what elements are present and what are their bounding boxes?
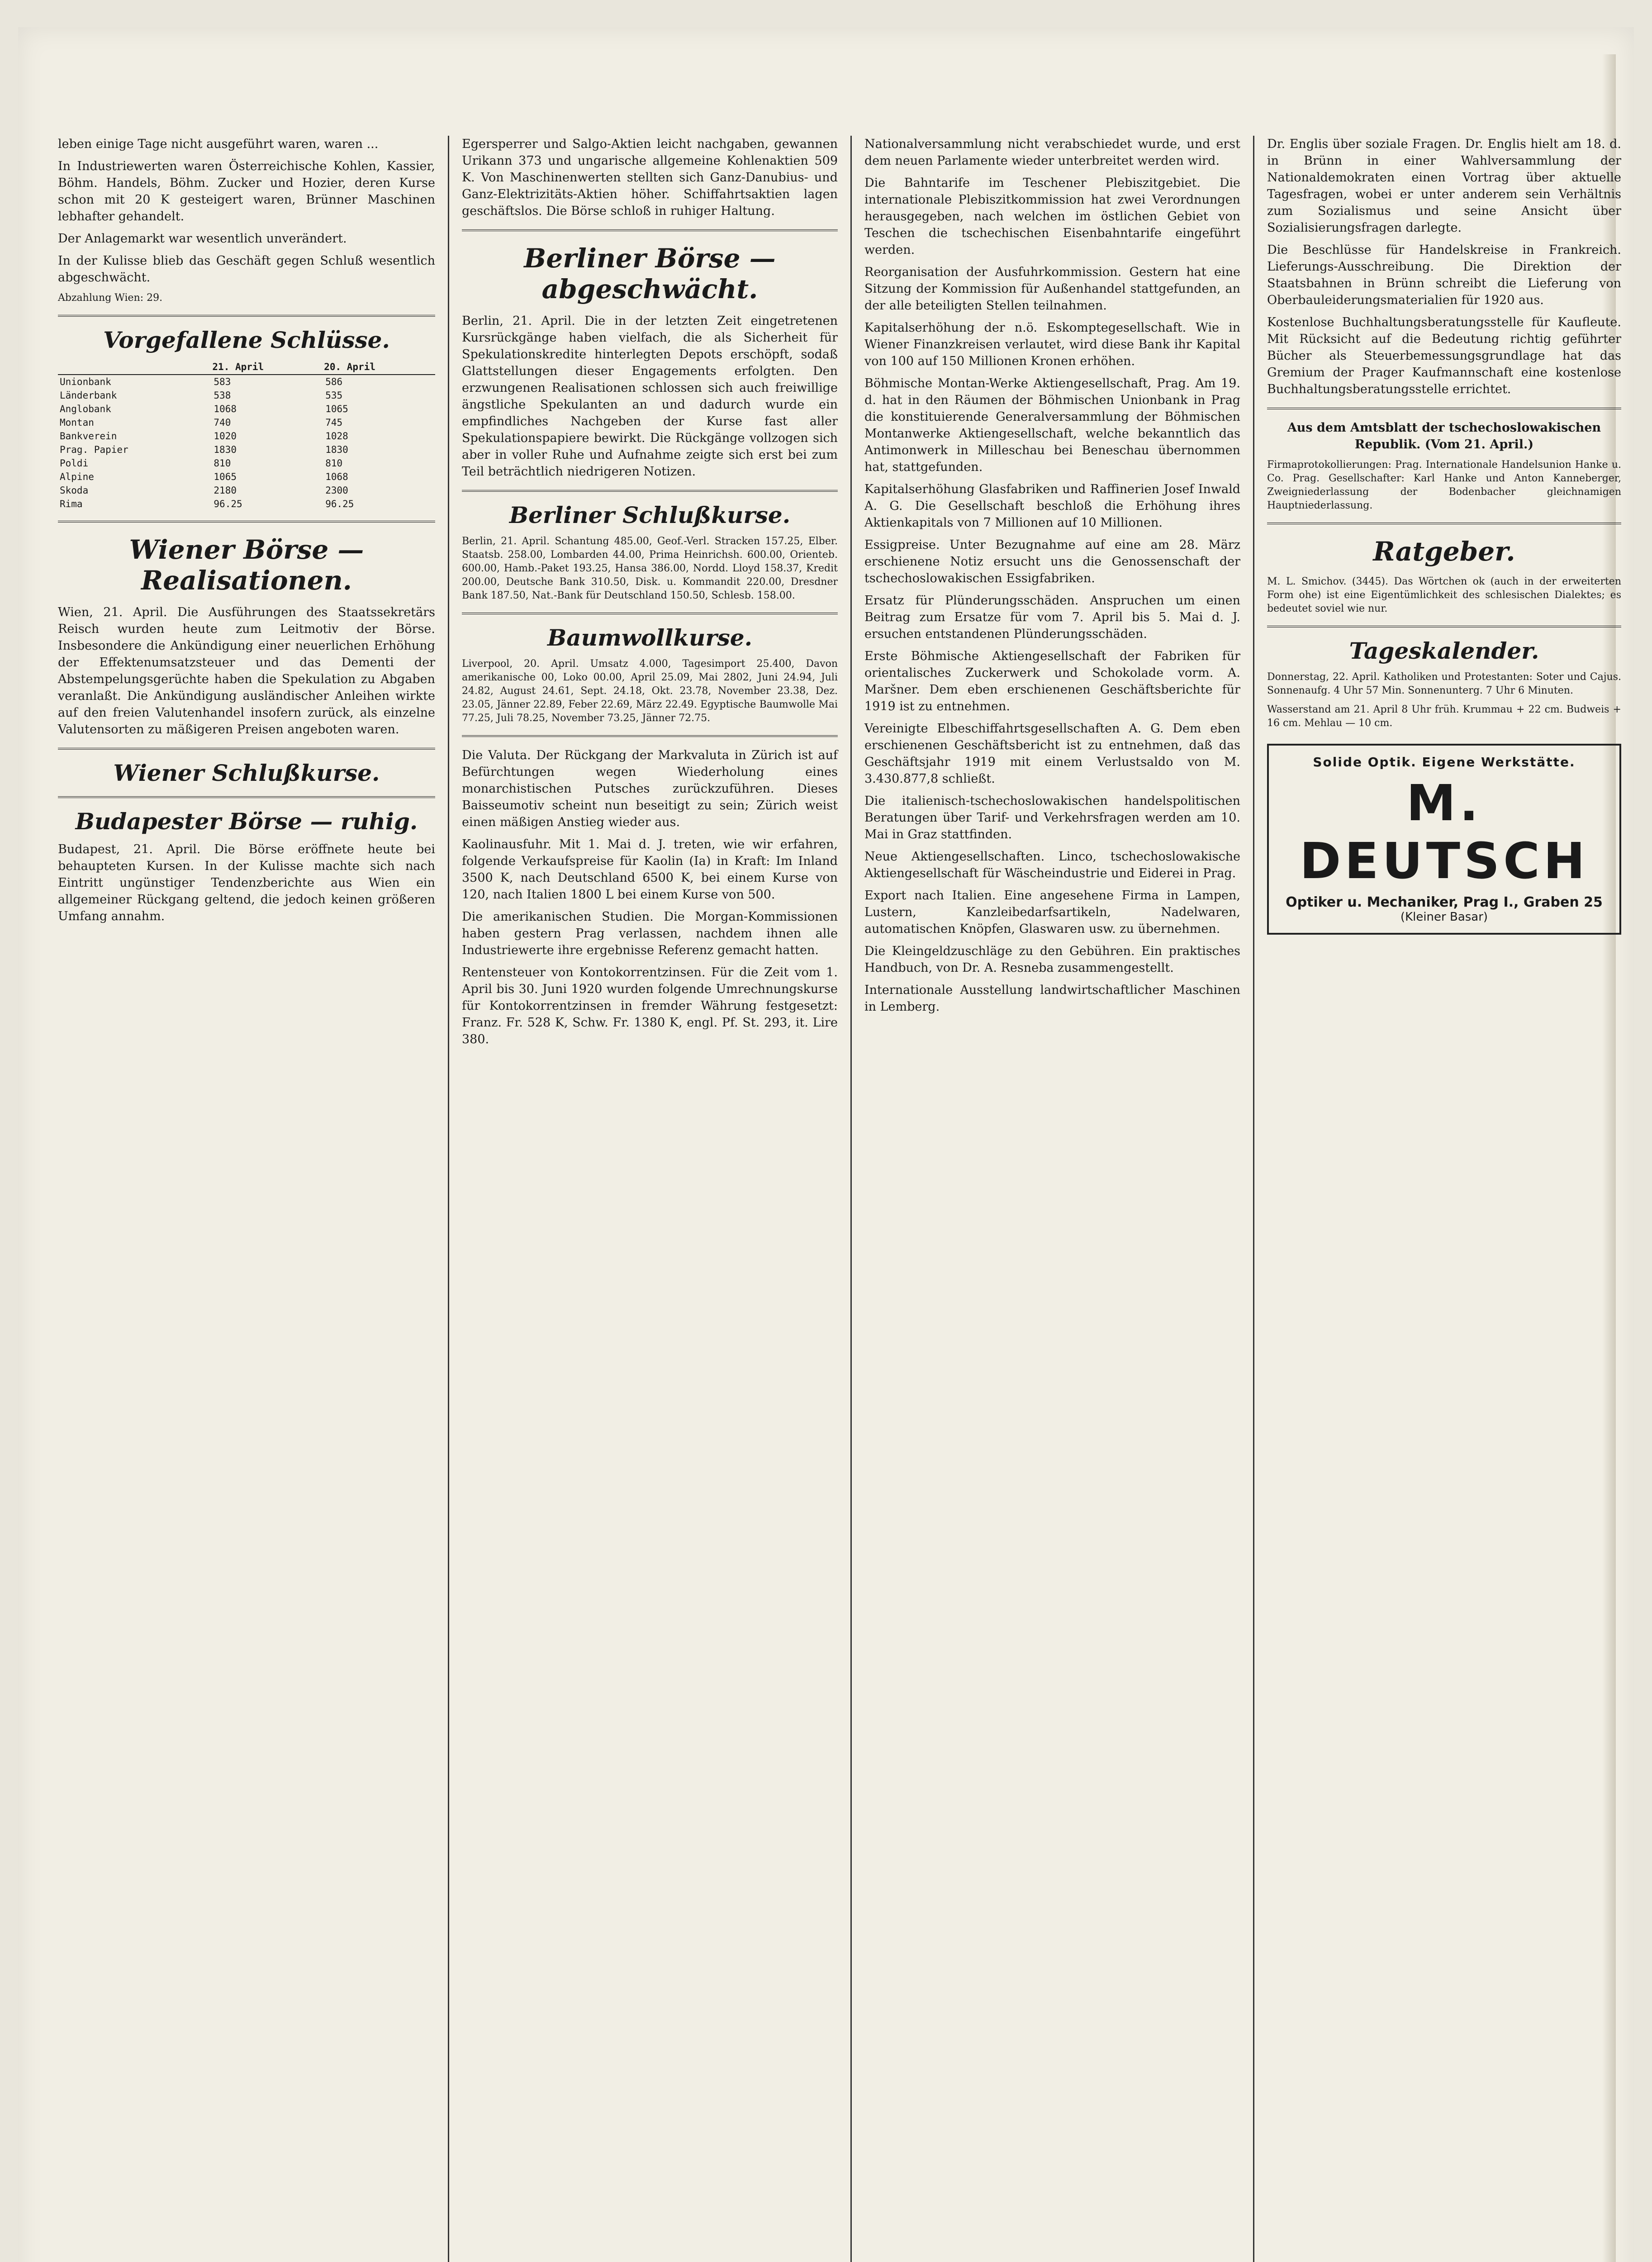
col1-anlagemarkt: Der Anlagemarkt war wesentlich unverändert. bbox=[58, 232, 347, 246]
berlin-schlusskurse-text: Berlin, 21. April. Schantung 485.00, Geof.-Verl. Stracken 157.25, Elber. Staatsb. 258.00, Lombarden 44.00, Prima Heinrichsh. 600.00, Orienteb. 600.00, Hamb.-Paket 193.25, Hansa 386.00, Nordd. Lloyd 158.37, Kredit 200.00, Deutsche Bank 310.50, Disk. u. Kommandit 220.00, Dresdner Bank 187.50, Nat.-Bank für Deutschland 150.50, Schlesb. 158.00. bbox=[462, 536, 838, 601]
cell: Poldi bbox=[60, 458, 89, 469]
cell: Länderbank bbox=[60, 390, 117, 401]
cell: 1065 bbox=[214, 471, 237, 482]
divider bbox=[58, 521, 435, 523]
table-row bbox=[58, 416, 435, 429]
divider bbox=[1267, 523, 1621, 524]
table-row bbox=[58, 456, 435, 470]
divider bbox=[58, 315, 435, 317]
brunn-text: Die Beschlüsse für Handelskreise in Frankreich. Lieferungs-Ausschreibung. Die Direktion der Staatsbahnen in Brünn schreibt die Lieferung von Oberbauleiderungsmaterialien für 1920 aus. bbox=[1267, 243, 1621, 307]
divider bbox=[462, 613, 838, 614]
col4-intro: Dr. Englis über soziale Fragen. Dr. Englis hielt am 18. d. in Brünn in einer Wahlversammlung der Nationaldemokraten einen Vortrag über aktuelle Tagesfragen, wobei er unter anderem sein Verhältnis zum Sozialismus und seine Ansicht über Sozialisierungsfragen darlegte. bbox=[1267, 137, 1621, 235]
column-1 bbox=[45, 136, 448, 2262]
col2-intro: Egersperrer und Salgo-Aktien leicht nachgaben, gewannen Urikann 373 und ungarische allgemeine Kohlenaktien 509 K. Von Maschinenwerten stellten sich Ganz-Danubius- und Ganz-Elektrizitäts-Aktien höher. Schiffahrtsaktien lagen geschäftslos. Die Börse schloß in ruhiger Haltung. bbox=[462, 137, 838, 218]
amtsblatt-text: Firmaprotokollierungen: Prag. Internationale Handelsunion Hanke u. Co. Prag. Gesellschafter: Karl Hanke und Anton Kanneberger, Zweigniederlassung der Bodenbacher gleichnamigen Hauptniederlassung. bbox=[1267, 459, 1621, 511]
schluesse-header: 21. April bbox=[212, 360, 323, 375]
landwirtschaft-text: Internationale Ausstellung landwirtschaftlicher Maschinen in Lemberg. bbox=[864, 983, 1240, 1014]
table-row bbox=[58, 497, 435, 511]
wiener-schlusskurse-title: Wiener Schlußkurse. bbox=[113, 760, 380, 786]
column-2 bbox=[448, 136, 850, 2262]
cell: 810 bbox=[214, 458, 231, 469]
ad-line1: Optiker u. Mechaniker, Prag I., Graben 25 bbox=[1286, 894, 1603, 910]
cell: 810 bbox=[325, 458, 343, 469]
realisationen-title: Wiener Börse — Realisationen. bbox=[129, 534, 364, 596]
renten-text: Rentensteuer von Kontokorrentzinsen. Für die Zeit vom 1. April bis 30. Juni 1920 wurden folgende Umrechnungskurse für Kontokorrentzinsen in fremder Währung festgesetzt: Franz. Fr. 528 K, Schw. Fr. 1380 K, engl. Pf. St. 293, it. Lire 380. bbox=[462, 965, 838, 1046]
valuta-text: Die Valuta. Der Rückgang der Markvaluta in Zürich ist auf Befürchtungen wegen Wiederholung eines monarchistischen Putsches zurückzuführen. Dieses Baisseumotiv scheint nun beseitigt zu sein; Zürich weist einen mäßigen Anstieg wieder aus. bbox=[462, 748, 838, 829]
budapest-title: Budapester Börse — ruhig. bbox=[75, 808, 418, 835]
cell: 96.25 bbox=[325, 499, 354, 509]
kalender-title: Tageskalender. bbox=[1349, 637, 1539, 664]
cell: Rima bbox=[60, 499, 83, 509]
column-3 bbox=[850, 136, 1253, 2262]
cell: 1830 bbox=[214, 444, 237, 455]
column-4 bbox=[1253, 136, 1634, 2262]
cell: 2180 bbox=[214, 485, 237, 496]
export-text: Export nach Italien. Eine angesehene Firma in Lampen, Lustern, Kanzleibedarfsartikeln, Nadelwaren, automatischen Knöpfen, Glaswaren usw. zu übernehmen. bbox=[864, 889, 1240, 936]
kleingeld-text: Die Kleingeldzuschläge zu den Gebühren. Ein praktisches Handbuch, von Dr. A. Resneba zusammengestellt. bbox=[864, 944, 1240, 975]
amtsblatt-title: Aus dem Amtsblatt der tschechoslowakischen Republik. (Vom 21. April.) bbox=[1287, 421, 1601, 451]
cell: 535 bbox=[325, 390, 343, 401]
col1-industry: In Industriewerten waren Österreichische Kohlen, Kassier, Böhm. Handels, Böhm. Zucker und Hozier, deren Kurse schon mit 20 K gesteigert waren, Brünner Maschinen lebhafter gehandelt. bbox=[58, 159, 435, 223]
cell: Anglobank bbox=[60, 404, 111, 414]
table-row bbox=[58, 402, 435, 416]
cell: Prag. Papier bbox=[60, 444, 128, 455]
divider bbox=[462, 735, 838, 737]
table-row bbox=[58, 443, 435, 456]
ratgeber-text: M. L. Smichov. (3445). Das Wörtchen ok (auch in der erweiterten Form ohe) ist eine Eigentümlichkeit des schlesischen Dialektes; es bedeutet soviel wie nur. bbox=[1267, 576, 1621, 614]
realisationen-text: Wien, 21. April. Die Ausführungen des Staatssekretärs Reisch wurden heute zum Leitmotiv der Börse. Insbesondere die Ankündigung einer neuerlichen Erhöhung der Effektenumsatzsteuer und das Dementi der Abstempelungsgerüchte haben die Spekulation zu Abgaben veranlaßt. Die Ankündigung ausländischer Anleihen wirkte auf den freien Valutenhandel insofern zurück, als einzelne Valutensorten zu mäßigeren Preisen angeboten waren. bbox=[58, 605, 435, 737]
montan-text: Böhmische Montan-Werke Aktiengesellschaft, Prag. Am 19. d. hat in den Räumen der Böhmischen Unionbank in Prag die konstituierende Generalversammlung der Böhmischen Montanwerke Aktiengesellschaft, welche bekanntlich das Antimonwerk in Milleschau bei Beneschau übernommen hat, stattgefunden. bbox=[864, 376, 1240, 474]
budapest-text: Budapest, 21. April. Die Börse eröffnete heute bei behaupteten Kursen. In der Kulisse machte sich nach Eintritt ungünstiger Tendenzberichte aus Wien ein allgemeiner Rückgang geltend, die jedoch keinen größeren Umfang annahm. bbox=[58, 842, 435, 923]
divider bbox=[1267, 408, 1621, 409]
cell: 1065 bbox=[325, 404, 348, 414]
table-row bbox=[58, 484, 435, 497]
col3-intro: Nationalversammlung nicht verabschiedet wurde, und erst dem neuen Parlamente wieder unterbreitet werden wird. bbox=[864, 137, 1240, 168]
cell: Skoda bbox=[60, 485, 89, 496]
table-row bbox=[58, 429, 435, 443]
newspaper-page bbox=[18, 27, 1634, 2262]
table-row bbox=[58, 470, 435, 484]
cell: Montan bbox=[60, 417, 94, 428]
ratgeber-title: Ratgeber. bbox=[1373, 536, 1515, 567]
divider bbox=[462, 229, 838, 231]
cell: Bankverein bbox=[60, 431, 117, 442]
schluesse-header bbox=[58, 360, 212, 375]
advertisement-box bbox=[1267, 744, 1621, 935]
reorg-text: Reorganisation der Ausfuhrkommission. Gestern hat eine Sitzung der Kommission für Außenhandel stattgefunden, an der alle beteiligten Stellen teilnahmen. bbox=[864, 265, 1240, 313]
table-row bbox=[58, 389, 435, 402]
schluesse-table bbox=[58, 360, 435, 511]
handels-text: Die italienisch-tschechoslowakischen handelspolitischen Beratungen über Tarif- und Verkehrsfragen werden am 10. Mai in Graz stattfinden. bbox=[864, 794, 1240, 841]
glas-text: Kapitalserhöhung Glasfabriken und Raffinerien Josef Inwald A. G. Die Gesellschaft beschloß die Erhöhung ihres Aktienkapitals von 7 Millionen auf 10 Millionen. bbox=[864, 482, 1240, 530]
wasser-text: Wasserstand am 21. April 8 Uhr früh. Krummau + 22 cm. Budweis + 16 cm. Mehlau — 10 cm. bbox=[1267, 704, 1621, 729]
schluesse-header: 20. April bbox=[323, 360, 435, 375]
cell: 583 bbox=[214, 376, 231, 387]
pluenderung-text: Ersatz für Plünderungsschäden. Anspruchen um einen Beitrag zum Ersatze für vom 7. April bis 5. Mai d. J. ersuchen entstandenen Plünderungsschäden. bbox=[864, 594, 1240, 641]
cell: 96.25 bbox=[214, 499, 242, 509]
col1-kulisse: In der Kulisse blieb das Geschäft gegen Schluß wesentlich abgeschwächt. bbox=[58, 254, 435, 285]
divider bbox=[1267, 626, 1621, 627]
divider bbox=[58, 748, 435, 750]
kaolin-text: Kaolinausfuhr. Mit 1. Mai d. J. treten, wie wir erfahren, folgende Verkaufspreise für Kaolin (Ia) in Kraft: Im Inland 3500 K, nach Deutschland 6500 K, bei einem Kurse von 120, nach Italien 1800 L bei einem Kurse von 500. bbox=[462, 837, 838, 902]
cell: 740 bbox=[214, 417, 231, 428]
bahntarife-text: Die Bahntarife im Teschener Plebiszitgebiet. Die internationale Plebiszitkommission hat zwei Verordnungen herausgegeben, nach welchen im östlichen Gebiet von Teschen die tschechischen Eisenbahntarife eingeführt werden. bbox=[864, 176, 1240, 257]
col1-intro: leben einige Tage nicht ausgeführt waren, waren ... bbox=[58, 137, 379, 151]
col1-abzahlung: Abzahlung Wien: 29. bbox=[58, 292, 163, 304]
divider bbox=[462, 490, 838, 492]
elbe-text: Vereinigte Elbeschiffahrtsgesellschaften A. G. Dem eben erschienenen Geschäftsbericht ist zu entnehmen, daß das Geschäftsjahr 1919 mit einem Verlustsaldo von M. 3.430.877,8 schließt. bbox=[864, 722, 1240, 786]
ad-slogan: Solide Optik. Eigene Werkstätte. bbox=[1313, 755, 1576, 770]
neue-text: Neue Aktiengesellschaften. Linco, tschechoslowakische Aktiengesellschaft für Wäscheindustrie und Eiderei in Prag. bbox=[864, 850, 1240, 880]
amerik-text: Die amerikanischen Studien. Die Morgan-Kommissionen haben gestern Prag verlassen, nachdem ihnen alle Industriewerte ihre ergebnisse Referenz gemacht hatten. bbox=[462, 910, 838, 957]
essig-text: Essigpreise. Unter Bezugnahme auf eine am 28. März erschienene Notiz ersucht uns die Genossenschaft der tschechoslowakischen Essigfabriken. bbox=[864, 538, 1240, 585]
zucker-text: Erste Böhmische Aktiengesellschaft der Fabriken für orientalisches Zuckerwerk und Schokolade vorm. A. Maršner. Dem eben erschienenen Geschäftsberichte für 1919 ist zu entnehmen. bbox=[864, 649, 1240, 713]
buch-text: Kostenlose Buchhaltungsberatungsstelle für Kaufleute. Mit Rücksicht auf die Bedeutung richtig geführter Bücher als Steuerbemessungsgrundlage hat das Gremium der Prager Kaufmannschaft eine kostenlose Buchhaltungsberatungsstelle errichtet. bbox=[1267, 315, 1621, 396]
kalender-text: Donnerstag, 22. April. Katholiken und Protestanten: Soter und Cajus. Sonnenaufg. 4 Uhr 57 Min. Sonnenunterg. 7 Uhr 6 Minuten. bbox=[1267, 671, 1621, 696]
table-row bbox=[58, 375, 435, 389]
cell: 1830 bbox=[325, 444, 348, 455]
cell: 1020 bbox=[214, 431, 237, 442]
cell: 1028 bbox=[325, 431, 348, 442]
cell: 538 bbox=[214, 390, 231, 401]
schluesse-title: Vorgefallene Schlüsse. bbox=[103, 327, 390, 353]
berlin-schlusskurse-title: Berliner Schlußkurse. bbox=[509, 502, 791, 528]
ad-line2: (Kleiner Basar) bbox=[1400, 910, 1488, 924]
baumwolle-text: Liverpool, 20. April. Umsatz 4.000, Tagesimport 25.400, Davon amerikanische 00, Loko 00.00, April 25.09, Mai 2802, Juni 24.94, Juli 24.82, August 24.61, Sept. 24.18, Okt. 23.78, November 23.38, Dez. 23.05, Jänner 22.89, Feber 22.69, März 22.49. Egyptische Baumwolle Mai 77.25, Juli 78.25, November 73.25, Jänner 72.75. bbox=[462, 658, 838, 724]
baumwolle-title: Baumwollkurse. bbox=[547, 624, 752, 651]
kapital-text: Kapitalserhöhung der n.ö. Eskomptegesellschaft. Wie in Wiener Finanzkreisen verlautet, wird diese Bank ihr Kapital von 100 auf 150 Millionen Kronen erhöhen. bbox=[864, 321, 1240, 368]
cell: Unionbank bbox=[60, 376, 111, 387]
cell: Alpine bbox=[60, 471, 94, 482]
cell: 1068 bbox=[214, 404, 237, 414]
berlin-text: Berlin, 21. April. Die in der letzten Zeit eingetretenen Kursrückgänge haben vielfach, die als Sicherheit für Spekulationskredite hinterlegten Depots erschöpft, sodaß Glattstellungen dieser Engagements erfolgten. Den erzwungenen Realisationen schlossen sich auch freiwillige ängstliche Spekulanten an und dadurch wurde ein empfindliches Nachgeben der Kurse fast aller Spekulationspapiere bewirkt. Die Rückgänge vollzogen sich aber in voller Ruhe und Aufnahme zeigte sich erst bei zum Teil beträchtlich niedrigeren Notizen. bbox=[462, 314, 838, 479]
cell: 2300 bbox=[325, 485, 348, 496]
berlin-title: Berliner Börse — abgeschwächt. bbox=[524, 243, 776, 304]
cell: 745 bbox=[325, 417, 343, 428]
ad-name: M. DEUTSCH bbox=[1300, 774, 1589, 890]
divider bbox=[58, 796, 435, 798]
cell: 1068 bbox=[325, 471, 348, 482]
cell: 586 bbox=[325, 376, 343, 387]
